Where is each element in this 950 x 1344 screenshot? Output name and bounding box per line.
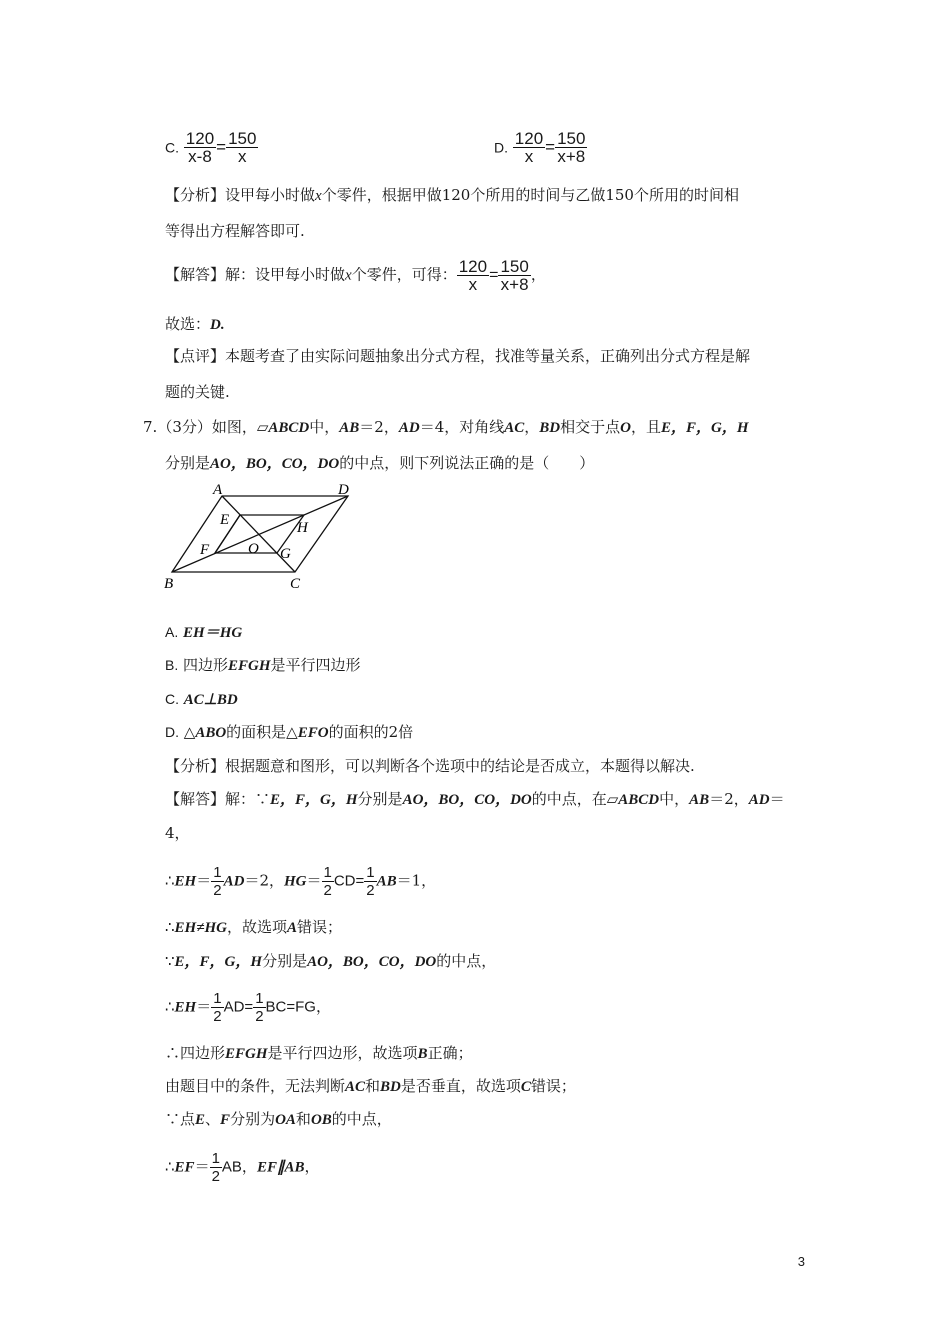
q7-sol-line10: ∴EF＝ $\frac{1}{2}$ AB，EF∥AB， bbox=[165, 1150, 320, 1185]
fraction-half: $\frac{1}{2}$ bbox=[255, 990, 264, 1025]
fraction-half: $\frac{1}{2}$ bbox=[366, 864, 375, 899]
fraction: $\frac{120}{x-8}$ bbox=[185, 129, 215, 166]
label-d: D bbox=[338, 482, 349, 498]
q6-comment-line2: 题的关键. bbox=[165, 383, 230, 401]
q6-analysis-line1: 【分析】设甲每小时做x个零件，根据甲做120个所用的时间与乙做150个所用的时间相 bbox=[165, 186, 739, 204]
q7-option-c: C. AC⊥BD bbox=[165, 691, 238, 708]
q6-comment-line1: 【点评】本题考查了由实际问题抽象出分式方程，找准等量关系，正确列出分式方程是解 bbox=[165, 347, 751, 365]
fraction: $\frac{150}{x}$ bbox=[228, 129, 257, 166]
fraction: $\frac{150}{x+8}$ bbox=[557, 129, 586, 166]
q7-option-d: D. △ABO的面积是△EFO的面积的2倍 bbox=[165, 723, 414, 741]
q7-sol-line8: 由题目中的条件，无法判断AC和BD是否垂直，故选项C错误； bbox=[165, 1077, 576, 1095]
q7-sol-line5: ∵E，F，G，H分别是AO，BO，CO，DO的中点， bbox=[165, 952, 497, 970]
q7-sol-line7: ∴四边形EFGH是平行四边形，故选项B正确； bbox=[165, 1044, 473, 1062]
q7-sol-line3: ∴EH＝ $\frac{1}{2}$ AD＝2，HG＝ $\frac{1}{2}$ CD= $\frac{1}{2}$ AB＝1， bbox=[165, 864, 437, 899]
q7-stem-line1: 7.（3分）如图，▱ABCD中，AB＝2，AD＝4，对角线AC，BD相交于点O，且E，F，G，H bbox=[143, 418, 749, 436]
fraction-half: $\frac{1}{2}$ bbox=[213, 864, 222, 899]
fraction-half: $\frac{1}{2}$ bbox=[213, 990, 222, 1025]
label-o: O bbox=[248, 541, 259, 557]
q6-solution: 【解答】解：设甲每小时做x个零件，可得： $\frac{120}{x}$ = $\frac{150}{x+8}$ ， bbox=[165, 257, 546, 294]
q6-analysis-line2: 等得出方程解答即可. bbox=[165, 222, 305, 240]
option-c-letter: C. bbox=[165, 139, 179, 156]
q7-sol-line6: ∴EH＝ $\frac{1}{2}$ AD= $\frac{1}{2}$ BC=FG， bbox=[165, 990, 331, 1025]
fraction-half: $\frac{1}{2}$ bbox=[211, 1150, 220, 1185]
label-g: G bbox=[280, 546, 291, 562]
fraction: $\frac{120}{x}$ bbox=[514, 129, 544, 166]
q7-option-a: A. EH＝HG bbox=[165, 624, 243, 641]
option-c: C. $\frac{120}{x-8}$ = $\frac{150}{x}$ bbox=[165, 129, 257, 166]
label-e: E bbox=[220, 512, 230, 528]
label-b: B bbox=[164, 576, 174, 592]
q7-sol-line4: ∴EH≠HG，故选项A错误； bbox=[165, 918, 342, 936]
option-d-letter: D. bbox=[494, 139, 508, 156]
fraction: $\frac{120}{x}$ bbox=[458, 257, 488, 294]
q7-option-b: B. 四边形EFGH是平行四边形 bbox=[165, 656, 361, 674]
label-a: A bbox=[213, 482, 223, 498]
parallelogram-figure bbox=[160, 480, 370, 595]
q7-sol-line9: ∵点E、F分别为OA和OB的中点， bbox=[165, 1110, 392, 1128]
option-d: D. $\frac{120}{x}$ = $\frac{150}{x+8}$ bbox=[494, 129, 586, 166]
fraction-half: $\frac{1}{2}$ bbox=[323, 864, 332, 899]
page-number: 3 bbox=[797, 1254, 805, 1269]
q7-stem-line2: 分别是AO，BO，CO，DO的中点，则下列说法正确的是（ ） bbox=[165, 454, 595, 472]
q7-sol-line2: 4， bbox=[165, 824, 190, 842]
q6-choice: 故选：D. bbox=[165, 315, 225, 333]
label-f: F bbox=[200, 542, 210, 558]
q7-sol-line1: 【解答】解：∵E，F，G，H分别是AO，BO，CO，DO的中点，在▱ABCD中，AB＝2，AD＝ bbox=[165, 790, 785, 808]
q7-analysis: 【分析】根据题意和图形，可以判断各个选项中的结论是否成立，本题得以解决. bbox=[165, 757, 695, 775]
fraction: $\frac{150}{x+8}$ bbox=[500, 257, 529, 294]
label-h: H bbox=[297, 520, 308, 536]
label-c: C bbox=[290, 576, 301, 592]
